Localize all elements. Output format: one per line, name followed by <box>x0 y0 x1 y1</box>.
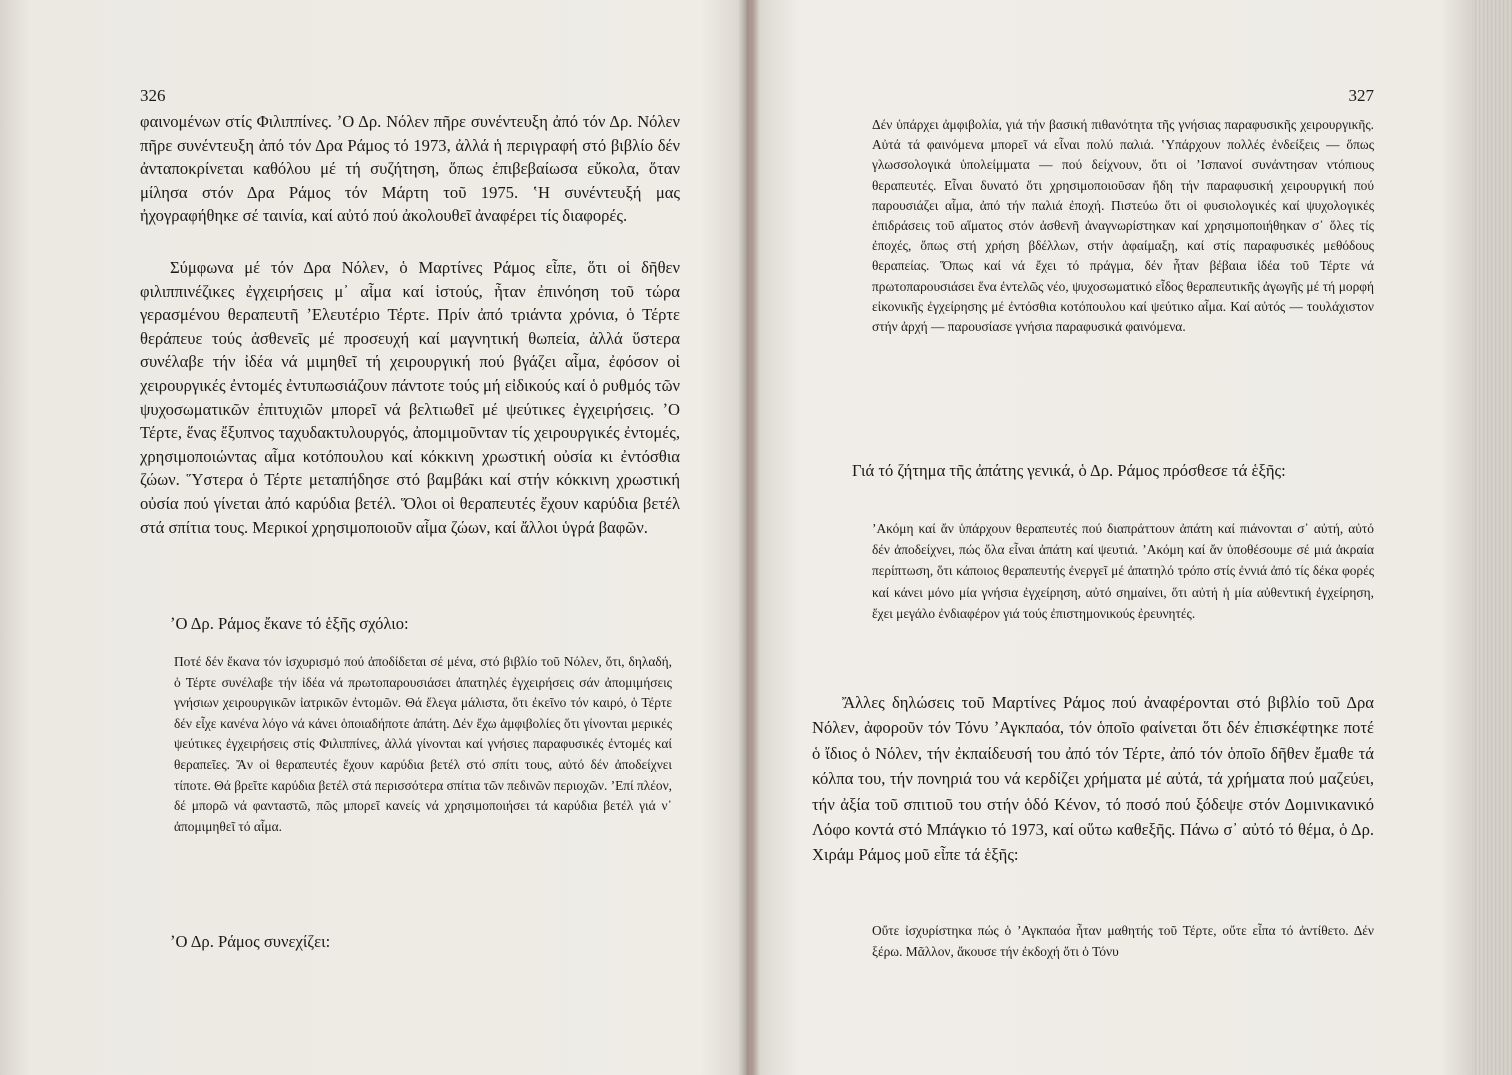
right-paragraph-2 <box>822 458 1374 483</box>
left-block-quote <box>174 652 672 837</box>
paragraph-text: φαινομένων στίς Φιλιππίνες. ʼΟ Δρ. Νόλεν πῆρε συνέντευξη ἀπό τόν Δρ. Νόλεν πῆρε συνέντευξη ἀπό τόν Δρα Ράμος τό 1973, ἀλλά ἡ περιγραφή στό βιβλίο δέν ἀνταποκρίνεται καθόλου μέ τή συζήτηση, ὅπως ἐπιβεβαίωσα εὔκολα, ὅταν μίλησα στόν Δρα Ράμος τόν Μάρτη τοῦ 1975. ʽΗ συνέντευξή μας ἠχογραφήθηκε σέ ταινία, καί αὐτό πού ἀκολουθεῖ ἀναφέρει τίς διαφορές. <box>140 112 680 226</box>
page-number-right: 327 <box>1348 86 1374 105</box>
paragraph-text: Σύμφωνα μέ τόν Δρα Νόλεν, ὁ Μαρτίνες Ράμος εἶπε, ὅτι οἱ δῆθεν φιλιππινέζικες ἐγχειρήσεις μ᾽ αἷμα καί ἱστούς, ἦταν ἐπινόηση τοῦ τώρα γερασμένου θεραπευτῆ ʼΕλευτέριο Τέρτε. Πρίν ἀπό τριάντα χρόνια, ὁ Τέρτε θεράπευε τούς ἀσθενεῖς μέ προσευχή καί μαγνητική θωπεία, ἀλλά ὕστερα συνέλαβε τήν ἰδέα νά μιμηθεῖ τή χειρουργική πού βγάζει αἷμα, ἐφόσον οἱ χειρουργικές ἐντομές ἐντυπωσιάζουν πάντοτε τούς μή εἰδικούς καί ὁ ρυθμός τῶν ψυχοσωματικῶν ἐπιτυχιῶν μπορεῖ νά βελτιωθεῖ μέ ψεύτικες ἐγχειρήσεις. ʼΟ Τέρτε, ἕνας ἔξυπνος ταχυδακτυλουργός, ἀπομιμοῦνταν τίς χειρουργικές ἐντομές, χρησιμοποιώντας αἷμα κοτόπουλου καί κόκκινη χρωστική οὐσία κι ἐντόσθια ζώων. Ὕστερα ὁ Τέρτε μεταπήδησε στό βαμβάκι καί στήν κόκκινη χρωστική οὐσία πού γίνεται ἀπό καρύδια βετέλ. Ὅλοι οἱ θεραπευτές ἔχουν καρύδια βετέλ στά σπίτια τους. Μερικοί χρησιμοποιοῦν αἷμα ζώων, καί ἄλλοι ὑγρά βαφῶν. <box>140 258 680 537</box>
left-paragraph-1 <box>140 110 680 228</box>
paragraph-text: ʼΟ Δρ. Ράμος ἔκανε τό ἑξῆς σχόλιο: <box>170 614 409 633</box>
paragraph-text: Δέν ὑπάρχει ἀμφιβολία, γιά τήν βασική πιθανότητα τῆς γνήσιας παραφυσικῆς χειρουργικῆς. Αὐτά τά φαινόμενα μπορεῖ νά εἶναι πολύ παλιά. ʽΥπάρχουν πολλές ἐνδείξεις — ὅπως γλωσσολογικά ὑπολείμματα — πού δείχνουν, ὅτι οἱ ʼΙσπανοί συνάντησαν ντόπιους θεραπευτές. Εἶναι δυνατό ὅτι χρησιμοποιοῦσαν ἤδη τήν παραφυσική χειρουργική πού παρουσιάζει αἷμα, ἀπό τήν παλιά ἐποχή. Πιστεύω ὅτι οἱ φυσιολογικές καί ψυχολογικές ἐπιδράσεις τοῦ αἵματος στόν ἀσθενῆ ἀναγνωρίστηκαν καί χρησιμοποιήθηκαν σ᾽ ὅλες τίς ἐποχές, ὅπως στή χρήση βδέλλων, στήν ἀφαίμαξη, καί στίς παραφυσικές μεθόδους θεραπείας. Ὅπως καί νά ἔχει τό πράγμα, δέν ἦταν βέβαια ἰδέα τοῦ Τέρτε νά πρωτοπαρουσιάσει ἕνα ἐντελῶς νέο, ψυχοσωματικό εἶδος θεραπευτικῆς ἀγωγῆς μέ τή μορφή εἰκονικῆς ἐγχείρησης μέ ἐντόσθια κοτόπουλου καί ψεύτικο αἷμα. Καί αὐτός — τουλάχιστον στήν ἀρχή — παρουσίασε γνήσια παραφυσικά φαινόμενα. <box>872 117 1374 335</box>
book-spine <box>738 0 760 1075</box>
left-paragraph-3 <box>140 612 680 636</box>
paragraph-text: Γιά τό ζήτημα τῆς ἀπάτης γενικά, ὁ Δρ. Ράμος πρόσθεσε τά ἑξῆς: <box>852 461 1286 480</box>
paragraph-text: Ἄλλες δηλώσεις τοῦ Μαρτίνες Ράμος πού ἀναφέρονται στό βιβλίο τοῦ Δρα Νόλεν, ἀφοροῦν τόν Τόνυ ʼΑγκπαόα, τόν ὁποῖο φαίνεται ὅτι δέν ἐπισκέφτηκε ποτέ ὁ ἴδιος ὁ Νόλεν, τήν ἐκπαίδευσή του ἀπό τόν Τέρτε, ἀπό τόν ὁποῖο δῆθεν ἔμαθε τά κόλπα του, τήν πονηριά του νά κερδίζει χρήματα μέ αὐτά, τά χρήματα πού μαζεύει, τήν ἀξία τοῦ σπιτιοῦ του στήν ὁδό Κένον, τό ποσό πού ξόδεψε στόν Δομινικανικό Λόφο κοντά στό Μπάγκιο τό 1973, καί οὕτω καθεξῆς. Πάνω σ᾽ αὐτό τό θέμα, ὁ Δρ. Χιράμ Ράμος μοῦ εἶπε τά ἑξῆς: <box>812 693 1374 865</box>
right-block-quote-1 <box>872 518 1374 624</box>
right-block-quote-2 <box>872 920 1374 962</box>
left-paragraph-2 <box>140 256 680 539</box>
paragraph-text: ʼΟ Δρ. Ράμος συνεχίζει: <box>170 932 331 951</box>
page-number-left: 326 <box>140 86 166 105</box>
quote-text: Οὔτε ἰσχυρίστηκα πώς ὁ ʼΑγκπαόα ἦταν μαθητής τοῦ Τέρτε, οὔτε εἶπα τό ἀντίθετο. Δέν ξέρω. Μᾶλλον, ἄκουσε τήν ἐκδοχή ὅτι ὁ Τόνυ <box>872 923 1374 960</box>
page-edges <box>1472 0 1512 1075</box>
quote-text: ʼΑκόμη καί ἄν ὑπάρχουν θεραπευτές πού διαπράττουν ἀπάτη καί πιάνονται σ᾽ αὐτή, αὐτό δέν ἀποδείχνει, πώς ὅλα εἶναι ἀπάτη καί ψευτιά. ʼΑκόμη καί ἄν ὑποθέσουμε σέ μιά ἀκραία περίπτωση, ὅτι κάποιος θεραπευτής ἐνεργεῖ μέ ἀπατηλό τρόπο στίς ἐννιά ἀπό τίς δέκα φορές καί κάνει μόνο μία γνήσια ἐγχείρηση, αὐτό σημαίνει, ὅτι αὐτή ἡ μία αὐθεντική ἐγχείρηση, ἔχει μεγάλο ἐνδιαφέρον γιά τούς ἐπιστημονικούς ἐρευνητές. <box>872 521 1374 621</box>
left-paragraph-4 <box>140 930 680 954</box>
right-paragraph-3 <box>812 690 1374 868</box>
right-paragraph-1 <box>872 115 1374 337</box>
quote-text: Ποτέ δέν ἔκανα τόν ἰσχυρισμό πού ἀποδίδεται σέ μένα, στό βιβλίο τοῦ Νόλεν, ὅτι, δηλαδή, ὁ Τέρτε συνέλαβε τήν ἰδέα νά πρωτοπαρουσιάσει ἀπατηλές ἐγχειρήσεις σάν ἀπομιμήσεις γνήσιων χειρουργικῶν ἰατρικῶν ἐντομῶν. Θά ἔλεγα μάλιστα, ὅτι ἐκεῖνο τόν καιρό, ὁ Τέρτε δέν εἶχε κανένα λόγο νά κάνει ὁποιαδήποτε ἀπάτη. Δέν ἔχω ἀμφιβολίες ὅτι γίνονται μερικές ψεύτικες ἐγχειρήσεις στίς Φιλιππίνες, ἀλλά γίνονται καί γνήσιες παραφυσικές ἐντομές καί θεραπεῖες. Ἄν οἱ θεραπευτές ἔχουν καρύδια βετέλ στό σπίτι τους, αὐτό δέν ἀποδείχνει τίποτε. Θά βρεῖτε καρύδια βετέλ στά περισσότερα σπίτια τῶν πεδινῶν περιοχῶν. ʼΕπί πλέον, δέ μπορῶ νά φανταστῶ, πῶς μπορεῖ κανείς νά χρησιμοποιήσει τά καρύδια βετέλ γιά ν᾽ ἀπομιμηθεῖ τό αἷμα. <box>174 654 672 834</box>
